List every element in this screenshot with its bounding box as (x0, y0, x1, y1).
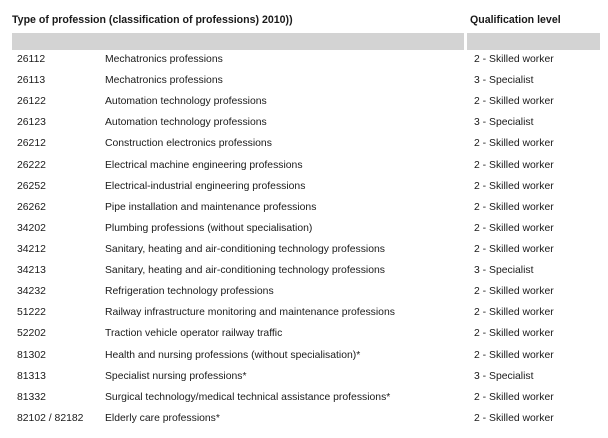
header-qualification-level: Qualification level (470, 14, 561, 26)
profession-code: 81332 (17, 391, 46, 403)
qualification-level: 2 - Skilled worker (474, 391, 554, 403)
qualification-level: 3 - Specialist (474, 265, 534, 277)
profession-code: 26113 (17, 75, 46, 87)
profession-name: Electrical machine engineering professions (105, 159, 303, 171)
table-body (0, 50, 608, 430)
profession-name: Railway infrastructure monitoring and maintenance professions (105, 307, 395, 319)
qualification-level: 2 - Skilled worker (474, 138, 554, 150)
qualification-level: 2 - Skilled worker (474, 307, 554, 319)
profession-name: Automation technology professions (105, 117, 267, 129)
profession-code: 26123 (17, 117, 46, 129)
table-row (0, 346, 608, 367)
profession-code: 26222 (17, 159, 46, 171)
table-row (0, 156, 608, 177)
table-row (0, 71, 608, 92)
profession-name: Specialist nursing professions* (105, 370, 247, 382)
qualification-level: 3 - Specialist (474, 75, 534, 87)
table-row (0, 303, 608, 324)
table-row (0, 240, 608, 261)
qualification-level: 2 - Skilled worker (474, 54, 554, 65)
table-row (0, 367, 608, 388)
profession-name: Automation technology professions (105, 96, 267, 108)
table-row (0, 113, 608, 134)
profession-code: 26262 (17, 201, 46, 213)
profession-code: 26252 (17, 180, 46, 192)
header-type-of-profession: Type of profession (classification of professions) 2010)) (12, 14, 293, 26)
profession-name: Sanitary, heating and air-conditioning technology professions (105, 265, 385, 277)
qualification-level: 3 - Specialist (474, 117, 534, 129)
qualification-level: 3 - Specialist (474, 370, 534, 382)
profession-code: 34213 (17, 265, 46, 277)
profession-code: 52202 (17, 328, 46, 340)
table-row (0, 134, 608, 155)
table-row (0, 50, 608, 71)
profession-name: Pipe installation and maintenance professions (105, 201, 317, 213)
profession-code: 51222 (17, 307, 46, 319)
profession-name: Mechatronics professions (105, 75, 223, 87)
table-row (0, 409, 608, 430)
qualification-level: 2 - Skilled worker (474, 222, 554, 234)
profession-code: 81302 (17, 349, 46, 361)
profession-code: 26212 (17, 138, 46, 150)
profession-name: Electrical-industrial engineering professions (105, 180, 306, 192)
profession-code: 81313 (17, 370, 46, 382)
qualification-level: 2 - Skilled worker (474, 328, 554, 340)
profession-name: Mechatronics professions (105, 54, 223, 65)
profession-code: 26112 (17, 54, 46, 65)
profession-code: 34212 (17, 243, 46, 255)
profession-code: 26122 (17, 96, 46, 108)
profession-name: Refrigeration technology professions (105, 286, 274, 298)
qualification-level: 2 - Skilled worker (474, 243, 554, 255)
header-band-right (467, 33, 600, 50)
table-row (0, 198, 608, 219)
qualification-level: 2 - Skilled worker (474, 286, 554, 298)
table-row (0, 324, 608, 345)
profession-name: Elderly care professions* (105, 412, 220, 424)
qualification-level: 2 - Skilled worker (474, 349, 554, 361)
profession-name: Sanitary, heating and air-conditioning technology professions (105, 243, 385, 255)
table-row (0, 219, 608, 240)
profession-name: Traction vehicle operator railway traffic (105, 328, 283, 340)
header-band-left (12, 33, 464, 50)
table-row (0, 177, 608, 198)
qualification-level: 2 - Skilled worker (474, 201, 554, 213)
qualification-level: 2 - Skilled worker (474, 96, 554, 108)
qualification-level: 2 - Skilled worker (474, 159, 554, 171)
profession-name: Surgical technology/medical technical assistance professions* (105, 391, 391, 403)
profession-code: 34202 (17, 222, 46, 234)
profession-name: Health and nursing professions (without specialisation)* (105, 349, 361, 361)
profession-name: Plumbing professions (without specialisation) (105, 222, 313, 234)
profession-code: 82102 / 82182 (17, 412, 84, 424)
profession-code: 34232 (17, 286, 46, 298)
profession-name: Construction electronics professions (105, 138, 272, 150)
table-row (0, 261, 608, 282)
table-row (0, 282, 608, 303)
table-row (0, 92, 608, 113)
qualification-level: 2 - Skilled worker (474, 180, 554, 192)
qualification-level: 2 - Skilled worker (474, 412, 554, 424)
table-row (0, 388, 608, 409)
